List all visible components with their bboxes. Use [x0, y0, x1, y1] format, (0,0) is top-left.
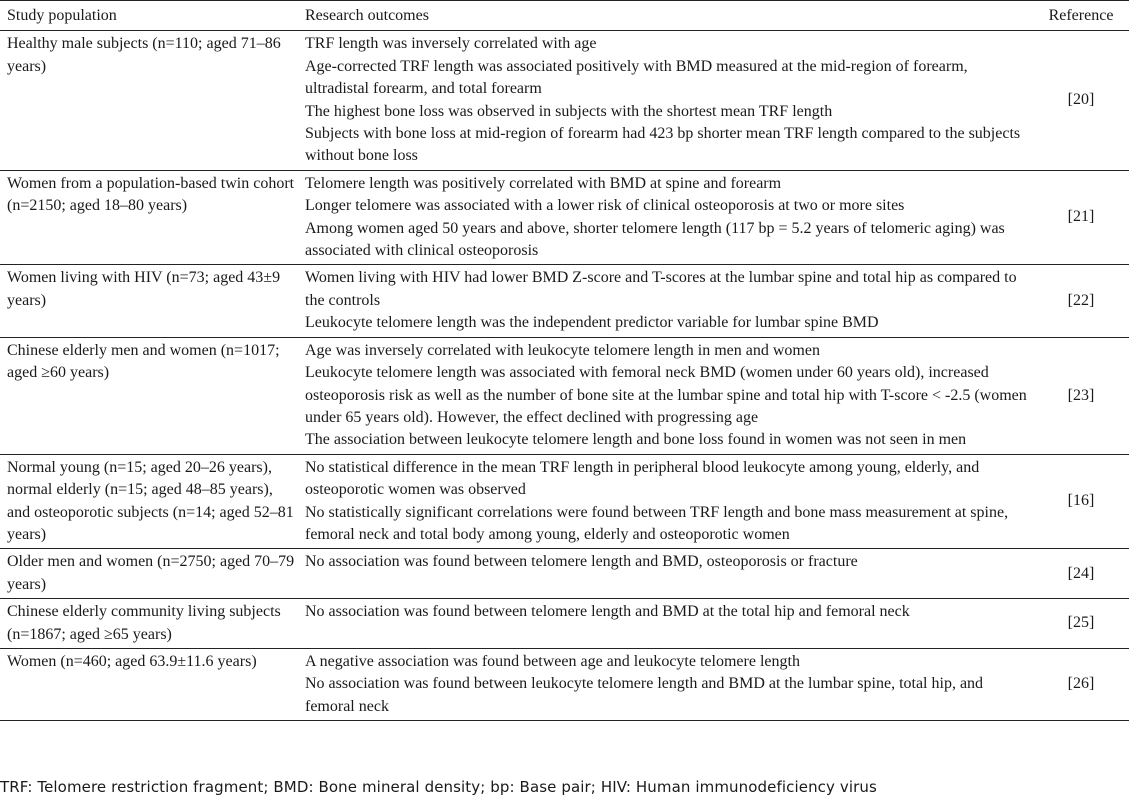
outcome-line: Leukocyte telomere length was the independent predictor variable for lumbar spine BMD — [305, 314, 879, 332]
reference-cell: [24] — [1033, 549, 1129, 599]
table-body — [0, 31, 1129, 721]
outcome-line: The association between leukocyte telomere length and bone loss found in women was not seen in men — [305, 431, 967, 449]
outcome-line: No association was found between telomere length and BMD, osteoporosis or fracture — [305, 553, 858, 571]
research-outcomes-cell — [298, 170, 1033, 265]
research-outcomes-cell — [298, 31, 1033, 170]
header-research-outcomes: Research outcomes — [298, 1, 1033, 31]
table-footnote: TRF: Telomere restriction fragment; BMD: Bone mineral density; bp: Base pair; HIV: Human immunodeficiency virus — [0, 778, 877, 796]
table-row — [0, 454, 1129, 549]
study-population-cell: Normal young (n=15; aged 20–26 years), normal elderly (n=15; aged 48–85 years), and osteoporotic subjects (n=14; aged 52–81 years) — [0, 454, 298, 549]
header-reference: Reference — [1033, 1, 1129, 31]
outcome-line: Women living with HIV had lower BMD Z-score and T-scores at the lumbar spine and total hip as compared to the controls — [305, 269, 1017, 309]
outcome-line: No association was found between leukocyte telomere length and BMD at the lumbar spine, total hip, and femoral neck — [305, 675, 984, 715]
outcome-line: No association was found between telomere length and BMD at the total hip and femoral neck — [305, 603, 910, 621]
table-row — [0, 599, 1129, 649]
outcome-line: Longer telomere was associated with a lower risk of clinical osteoporosis at two or more sites — [305, 197, 905, 215]
table-row — [0, 265, 1129, 337]
table-row — [0, 31, 1129, 170]
outcome-line: No statistically significant correlations were found between TRF length and bone mass measurement at spine, femoral neck and total body among young, elderly and osteoporotic women — [305, 503, 1009, 543]
reference-cell: [25] — [1033, 599, 1129, 649]
study-population-cell: Chinese elderly community living subjects (n=1867; aged ≥65 years) — [0, 599, 298, 649]
table-row — [0, 648, 1129, 720]
research-outcomes-cell — [298, 599, 1033, 649]
study-population-cell: Healthy male subjects (n=110; aged 71–86 years) — [0, 31, 298, 170]
research-outcomes-cell — [298, 337, 1033, 454]
reference-cell: [21] — [1033, 170, 1129, 265]
outcome-line: Among women aged 50 years and above, shorter telomere length (117 bp = 5.2 years of telomeric aging) was associated with clinical osteoporosis — [305, 219, 1005, 260]
reference-cell: [23] — [1033, 337, 1129, 454]
outcome-line: Age was inversely correlated with leukocyte telomere length in men and women — [305, 341, 820, 359]
reference-cell: [20] — [1033, 31, 1129, 170]
reference-cell: [26] — [1033, 648, 1129, 720]
table-row — [0, 170, 1129, 265]
study-population-cell: Women (n=460; aged 63.9±11.6 years) — [0, 648, 298, 720]
outcome-line: Leukocyte telomere length was associated with femoral neck BMD (women under 60 years old), increased osteoporosis risk as well as the number of bone site at the lumbar spine and total hip with T-score < -2.5 (women under 65 years old). However, the effect declined with progressing age — [305, 364, 1027, 426]
outcome-line: Telomere length was positively correlated with BMD at spine and forearm — [305, 174, 782, 192]
table-header — [0, 1, 1129, 31]
research-outcomes-cell — [298, 265, 1033, 337]
study-population-cell: Chinese elderly men and women (n=1017; aged ≥60 years) — [0, 337, 298, 454]
reference-cell: [16] — [1033, 454, 1129, 549]
outcome-line: A negative association was found between age and leukocyte telomere length — [305, 652, 800, 670]
table-row — [0, 549, 1129, 599]
research-outcomes-cell — [298, 454, 1033, 549]
table-row — [0, 337, 1129, 454]
study-population-cell: Women from a population-based twin cohort (n=2150; aged 18–80 years) — [0, 170, 298, 265]
study-population-cell: Women living with HIV (n=73; aged 43±9 years) — [0, 265, 298, 337]
outcome-line: Age-corrected TRF length was associated positively with BMD measured at the mid-region of forearm, ultradistal forearm, and total forearm — [305, 57, 968, 98]
research-outcomes-cell — [298, 648, 1033, 720]
outcome-line: Subjects with bone loss at mid-region of forearm had 423 bp shorter mean TRF length compared to the subjects without bone loss — [305, 125, 1021, 165]
research-outcomes-cell — [298, 549, 1033, 599]
outcome-line: TRF length was inversely correlated with age — [305, 35, 597, 53]
outcome-line: The highest bone loss was observed in subjects with the shortest mean TRF length — [305, 102, 833, 120]
outcome-line: No statistical difference in the mean TRF length in peripheral blood leukocyte among young, elderly, and osteoporotic women was observed — [305, 458, 980, 499]
header-study-population: Study population — [0, 1, 298, 31]
header-row — [0, 1, 1129, 31]
reference-cell: [22] — [1033, 265, 1129, 337]
study-population-cell: Older men and women (n=2750; aged 70–79 years) — [0, 549, 298, 599]
